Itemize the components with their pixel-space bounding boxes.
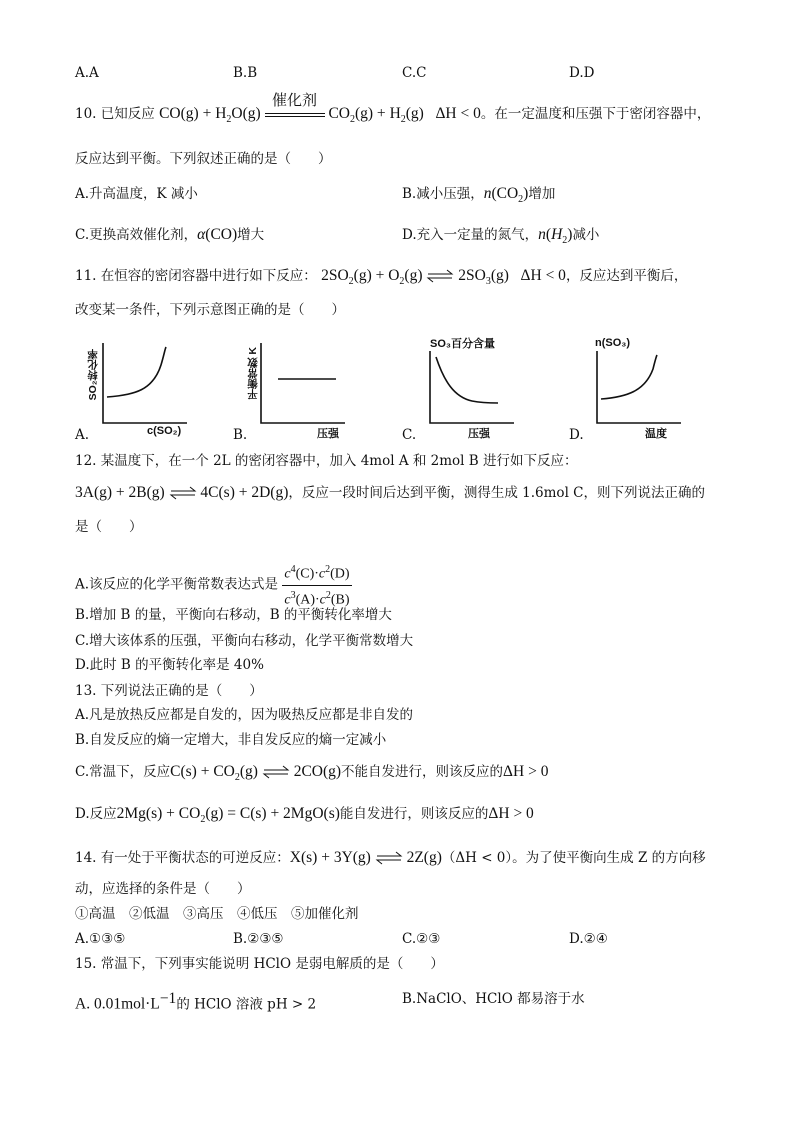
graph-c-option: C. (402, 427, 417, 443)
graph-a-option: A. (75, 427, 90, 443)
graph-d-option: D. (569, 427, 584, 443)
graph-a-xlabel: c(SO₂) (147, 425, 182, 437)
q14-conditions: ①高温 ②低温 ③高压 ④低压 ⑤加催化剂 (75, 906, 359, 922)
q14-option-d: D.②④ (569, 931, 608, 947)
equilibrium-arrow-icon (375, 851, 403, 865)
equilibrium-arrow-icon (169, 486, 197, 500)
q13-stem: 13. 下列说法正确的是（ ） (75, 683, 263, 699)
q10-option-b: B.减小压强，$n(CO_2)$增加 (402, 185, 556, 206)
q9-option-d: D.D (569, 65, 595, 81)
graph-c (402, 335, 522, 445)
q13-option-d: D.反应$2Mg(s) + CO_2(g) = C(s) + 2MgO(s)$能自发进行，则该反应的ΔH > 0 (75, 805, 534, 826)
graph-b (233, 335, 353, 445)
q14-option-c: C.②③ (402, 931, 441, 947)
graph-c-curve (436, 357, 498, 403)
q12-stem-line3: 是（ ） (75, 519, 143, 535)
graph-a (75, 335, 195, 445)
q14-option-b: B.②③⑤ (233, 931, 284, 947)
q12-option-c: C.增大该体系的压强，平衡向右移动，化学平衡常数增大 (75, 633, 414, 649)
equilibrium-arrow-icon (426, 269, 454, 283)
q12-option-d: D.此时 B 的平衡转化率是 40% (75, 657, 264, 673)
q12-option-a: A.该反应的化学平衡常数表达式是 $\frac{c^4(C)\cdot c^2(D)}{c^3(A)\cdot c^2(B)}$ (75, 560, 352, 610)
graph-b-ylabel: 平衡常数 K (247, 347, 259, 400)
graph-d (569, 335, 689, 445)
q13-option-c: C.常温下，反应$C(s) + CO_2(g)$ 2CO(g)不能自发进行，则该反应的ΔH > 0 (75, 763, 549, 784)
q14-option-a: A.①③⑤ (75, 931, 126, 947)
graph-d-curve (601, 355, 657, 399)
q11-stem-line2: 改变某一条件，下列示意图正确的是（ ） (75, 302, 345, 318)
q12-stem-line2: 3A(g) + 2B(g) 4C(s) + 2D(g)，反应一段时间后达到平衡，测得生成 1.6mol C，则下列说法正确的 (75, 484, 706, 501)
q15-stem: 15. 常温下，下列事实能说明 HClO 是弱电解质的是（ ） (75, 956, 444, 972)
graph-c-xlabel: 压强 (468, 428, 490, 440)
graph-a-curve (107, 347, 166, 397)
q14-stem: 14. 有一处于平衡状态的可逆反应：X(s) + 3Y(g) 2Z(g)（ΔH < 0）。为了使平衡向生成 Z 的方向移 (75, 849, 706, 866)
graph-d-plot (569, 335, 689, 445)
graph-c-ylabel: SO₃百分含量 (430, 338, 495, 350)
q10-stem-line2: 反应达到平衡。下列叙述正确的是（ ） (75, 151, 332, 167)
graph-b-option: B. (233, 427, 248, 443)
q10-option-d: D.充入一定量的氮气，$n(H_2)$减小 (402, 226, 600, 247)
equilibrium-arrow-icon (262, 765, 290, 779)
q10-stem: 10. 已知反应 $CO(g) + H_2O(g)$ 催化剂 $CO_2(g) + H_2(g) \Delta H < 0$。在一定温度和压强下于密闭容器中， (75, 93, 711, 126)
q13-option-a: A.凡是放热反应都是自发的，因为吸热反应都是非自发的 (75, 707, 414, 723)
graph-a-ylabel: SO₂转化率 (87, 349, 99, 401)
graph-d-xlabel: 温度 (645, 428, 667, 440)
q13-option-b: B.自发反应的熵一定增大，非自发反应的熵一定减小 (75, 732, 387, 748)
q9-option-a: A.A (75, 65, 99, 81)
q12-option-b: B.增加 B 的量，平衡向右移动，B 的平衡转化率增大 (75, 607, 392, 623)
q10-option-a: A.升高温度，K 减小 (75, 186, 198, 202)
q14-stem-line2: 动，应选择的条件是（ ） (75, 881, 251, 897)
q9-option-b: B.B (233, 65, 258, 81)
q10-option-c: C.更换高效催化剂，α(CO)增大 (75, 226, 265, 243)
q9-option-c: C.C (402, 65, 427, 81)
q11-stem: 11. 在恒容的密闭容器中进行如下反应： $2SO_2(g) + O_2(g)$ $2SO_3(g) \Delta H < 0$，反应达到平衡后， (75, 267, 688, 288)
catalyst-arrow: 催化剂 (265, 104, 325, 124)
graph-b-xlabel: 压强 (317, 428, 339, 440)
graph-d-ylabel: n(SO₃) (595, 337, 631, 349)
graph-c-plot (402, 335, 522, 445)
q15-option-a: A. $0.01mol\cdot L^{-1}$的 HClO 溶液 pH > 2 (75, 990, 317, 1013)
q12-stem: 12. 某温度下，在一个 2L 的密闭容器中，加入 4mol A 和 2mol B 进行如下反应： (75, 453, 578, 469)
q15-option-b: B.NaClO、HClO 都易溶于水 (402, 991, 585, 1007)
